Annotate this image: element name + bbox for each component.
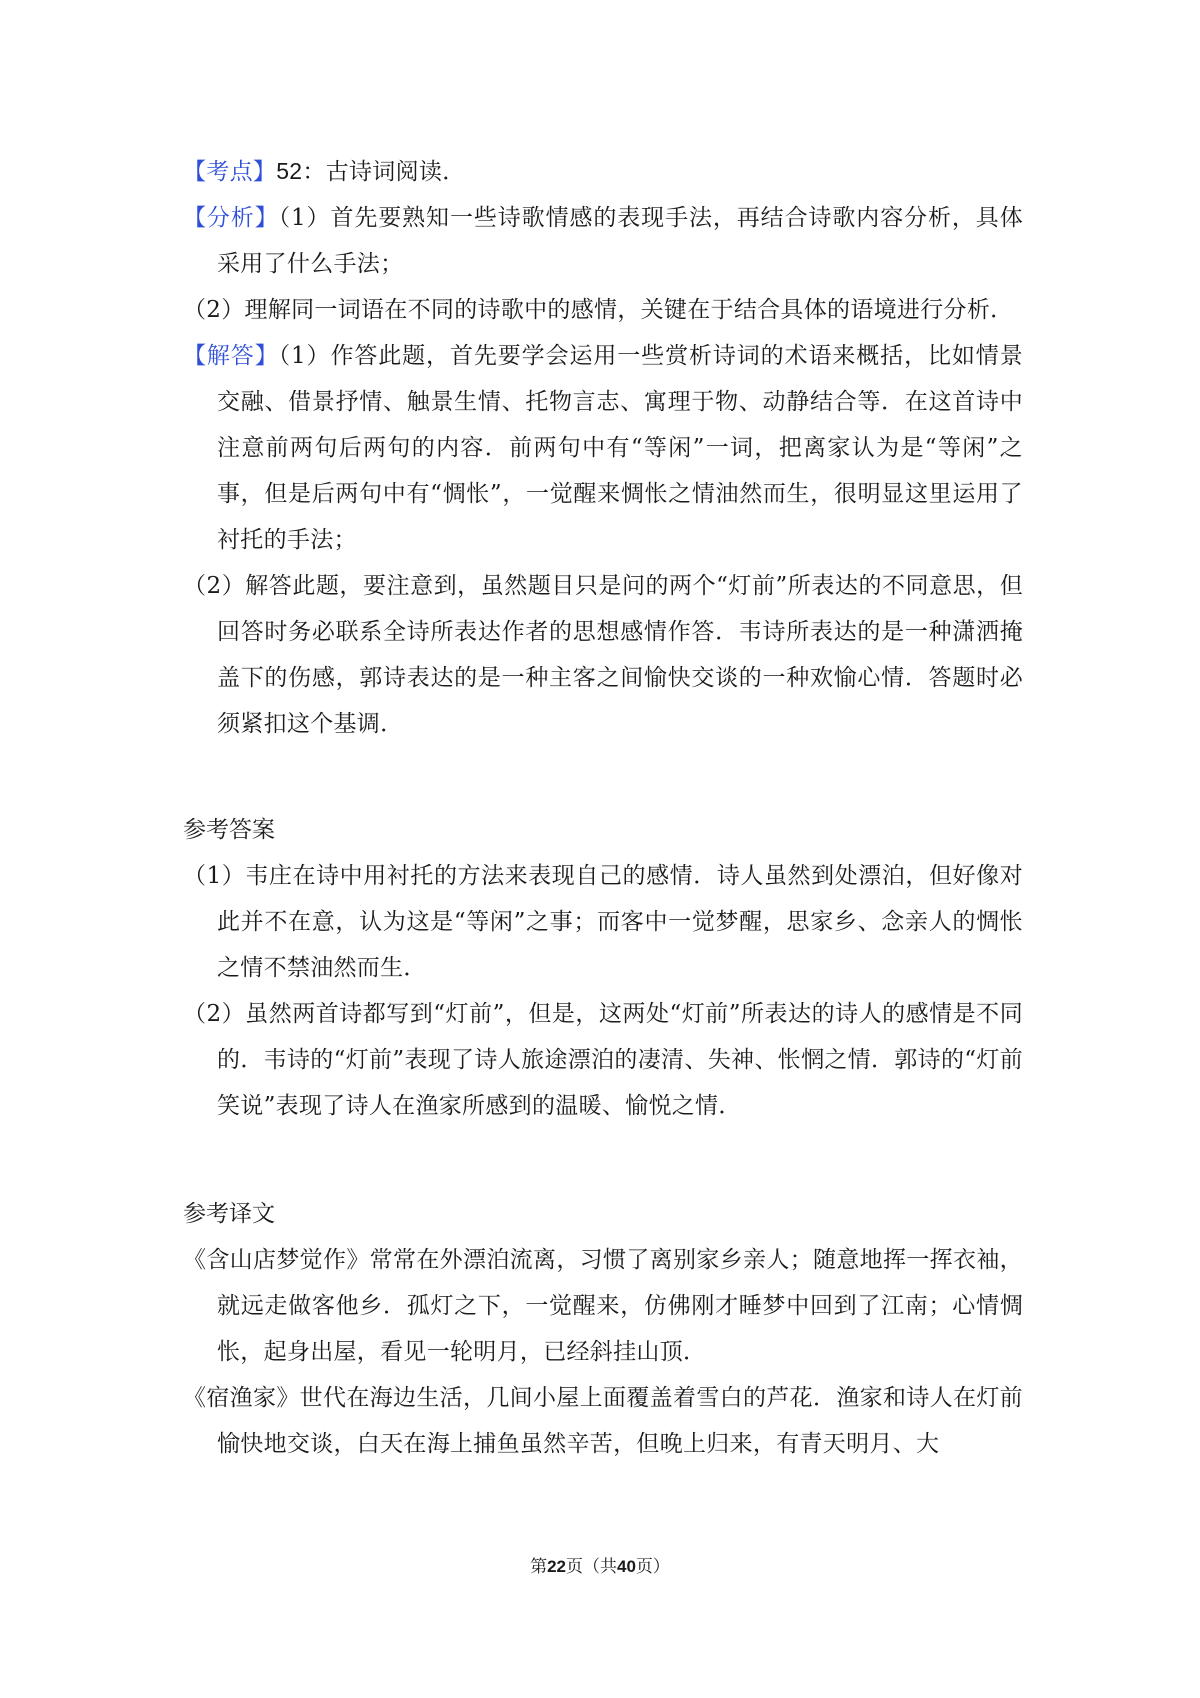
fenxi-text-1: （1）首先要熟知一些诗歌情感的表现手法，再结合诗歌内容分析，具体采用了什么手法； — [217, 205, 1023, 277]
fenxi-paragraph-2 — [183, 287, 1023, 333]
answer-title: 参考答案 — [183, 817, 275, 843]
kaodian-tag: 【考点】 — [183, 159, 277, 185]
footer-total-pages: 40 — [617, 1557, 636, 1576]
answer-text-1: （1）韦庄在诗中用衬托的方法来表现自己的感情．诗人虽然到处漂泊，但好像对此并不在意，认为这是“等闲”之事；而客中一觉梦醒，思家乡、念亲人的惆怅之情不禁油然而生． — [183, 863, 1023, 981]
kaodian-paragraph — [183, 148, 1023, 195]
translation-paragraph-1 — [183, 1237, 1023, 1375]
jieda-text-1: （1）作答此题，首先要学会运用一些赏析诗词的术语来概括，比如情景交融、借景抒情、触景生情、托物言志、寓理于物、动静结合等．在这首诗中注意前两句后两句的内容．前两句中有“等闲”一词，把离家认为是“等闲”之事，但是后两句中有“惆怅”，一觉醒来惆怅之情油然而生，很明显这里运用了衬托的手法； — [217, 343, 1023, 553]
kaodian-text: ：古诗词阅读． — [302, 159, 466, 185]
answer-paragraph-1 — [183, 853, 1023, 991]
translation-text-1: 《含山店梦觉作》常常在外漂泊流离，习惯了离别家乡亲人；随意地挥一挥衣袖，就远走做客他乡．孤灯之下，一觉醒来，仿佛刚才睡梦中回到了江南；心情惆怅，起身出屋，看见一轮明月，已经斜挂山顶． — [183, 1247, 1023, 1365]
footer-suffix: 页） — [635, 1557, 670, 1577]
jieda-text-2: （2）解答此题，要注意到，虽然题目只是问的两个“灯前”所表达的不同意思，但回答时务必联系全诗所表达作者的思想感情作答．韦诗所表达的是一种潇洒掩盖下的伤感，郭诗表达的是一种主客之间愉快交谈的一种欢愉心情．答题时必须紧扣这个基调． — [183, 573, 1023, 737]
jieda-paragraph-2 — [183, 563, 1023, 747]
page-footer — [0, 1555, 1200, 1579]
jieda-tag: 【解答】 — [183, 343, 279, 369]
translation-title: 参考译文 — [183, 1201, 275, 1227]
fenxi-tag: 【分析】 — [183, 205, 279, 231]
answer-text-2: （2）虽然两首诗都写到“灯前”，但是，这两处“灯前”所表达的诗人的感情是不同的．韦诗的“灯前”表现了诗人旅途漂泊的凄清、失神、怅惘之情．郭诗的“灯前笑说”表现了诗人在渔家所感到的温暖、愉悦之情． — [183, 1001, 1023, 1119]
jieda-paragraph-1 — [183, 333, 1023, 563]
translation-text-2: 《宿渔家》世代在海边生活，几间小屋上面覆盖着雪白的芦花．渔家和诗人在灯前愉快地交谈，白天在海上捕鱼虽然辛苦，但晚上归来，有青天明月、大 — [183, 1385, 1023, 1457]
kaodian-number: 52 — [276, 158, 303, 184]
section-spacer — [183, 747, 1023, 807]
section-spacer — [183, 1129, 1023, 1191]
footer-page-number: 22 — [547, 1557, 566, 1576]
fenxi-paragraph-1 — [183, 195, 1023, 287]
footer-mid: 页（共 — [566, 1557, 617, 1577]
fenxi-text-2: （2）理解同一词语在不同的诗歌中的感情，关键在于结合具体的语境进行分析． — [183, 297, 1014, 323]
footer-prefix: 第 — [530, 1557, 548, 1577]
answer-paragraph-2 — [183, 991, 1023, 1129]
translation-paragraph-2 — [183, 1375, 1023, 1467]
page-content — [183, 148, 1023, 1467]
